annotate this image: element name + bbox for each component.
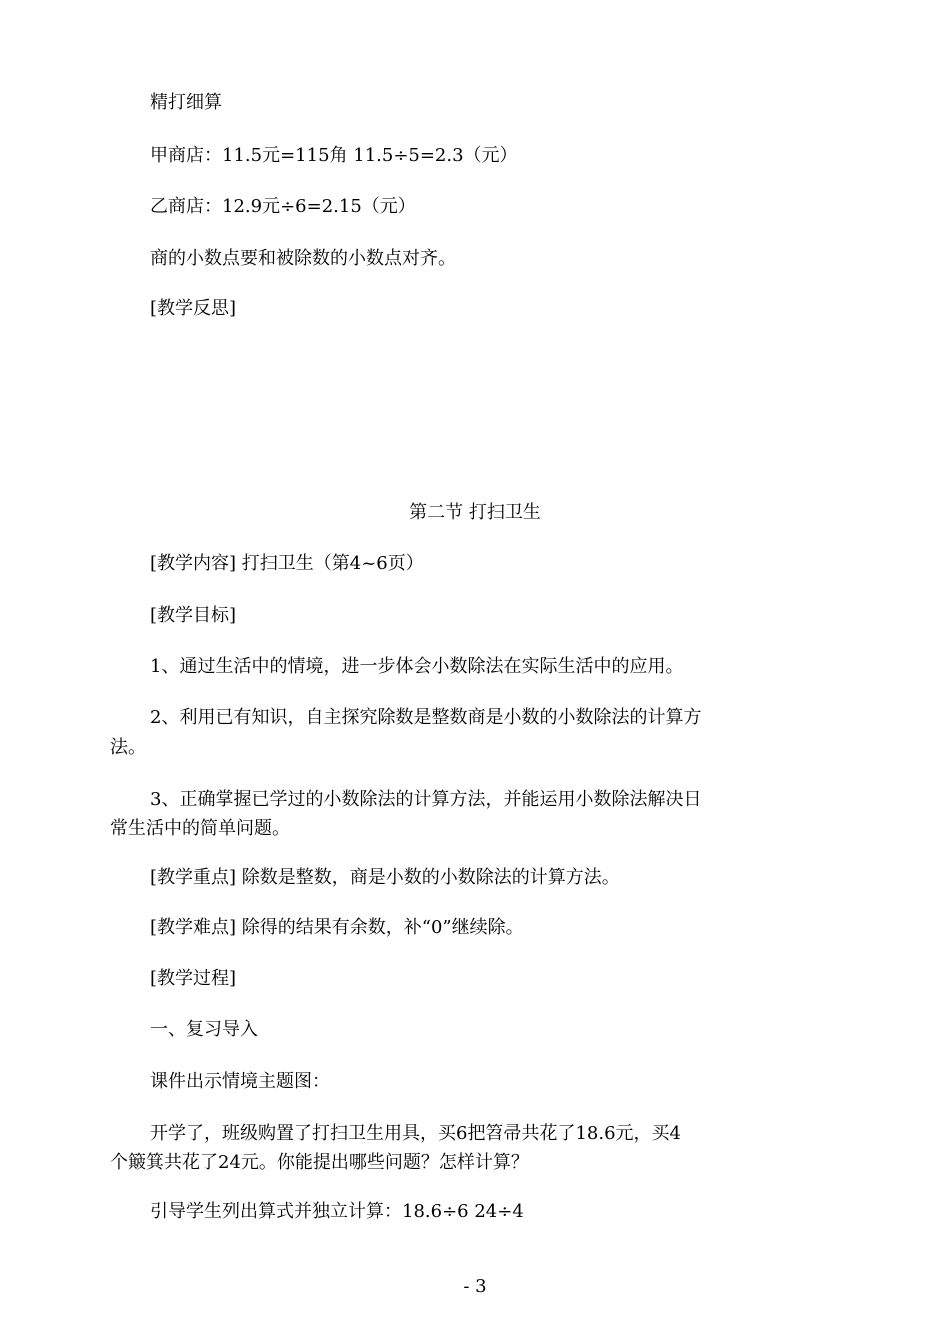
process-label: [教学过程] xyxy=(150,968,237,989)
objective-2-line-1: 2、利用已有知识，自主探究除数是整数商是小数的小数除法的计算方 xyxy=(150,707,702,728)
shop-a-calculation: 甲商店：11.5元=115角 11.5÷5=2.3（元） xyxy=(150,145,518,166)
objectives-label: [教学目标] xyxy=(150,605,237,626)
courseware-show: 课件出示情境主题图： xyxy=(150,1071,330,1092)
key-point: [教学重点] 除数是整数，商是小数的小数除法的计算方法。 xyxy=(150,867,620,888)
objective-1: 1、通过生活中的情境，进一步体会小数除法在实际生活中的应用。 xyxy=(150,656,684,677)
story-line-1: 开学了，班级购置了打扫卫生用具，买6把笤帚共花了18.6元，买4 xyxy=(150,1123,681,1144)
shop-b-calculation: 乙商店：12.9元÷6=2.15（元） xyxy=(150,196,416,217)
objective-3-line-2: 常生活中的简单问题。 xyxy=(110,818,290,839)
decimal-point-rule: 商的小数点要和被除数的小数点对齐。 xyxy=(150,248,456,269)
page-number: - 3 xyxy=(463,1276,487,1297)
teaching-content: [教学内容] 打扫卫生（第4~6页） xyxy=(150,553,424,574)
story-line-2: 个簸箕共花了24元。你能提出哪些问题？怎样计算？ xyxy=(110,1152,529,1173)
reflection-label: [教学反思] xyxy=(150,298,237,319)
step-review-intro: 一、复习导入 xyxy=(150,1019,258,1040)
objective-2-line-2: 法。 xyxy=(110,737,146,758)
heading-jingda-xisuan: 精打细算 xyxy=(150,92,222,113)
difficulty: [教学难点] 除得的结果有余数，补“0”继续除。 xyxy=(150,917,524,938)
guide-calculation: 引导学生列出算式并独立计算：18.6÷6 24÷4 xyxy=(150,1201,524,1222)
section-title: 第二节 打扫卫生 xyxy=(409,502,541,523)
objective-3-line-1: 3、正确掌握已学过的小数除法的计算方法，并能运用小数除法解决日 xyxy=(150,789,702,810)
